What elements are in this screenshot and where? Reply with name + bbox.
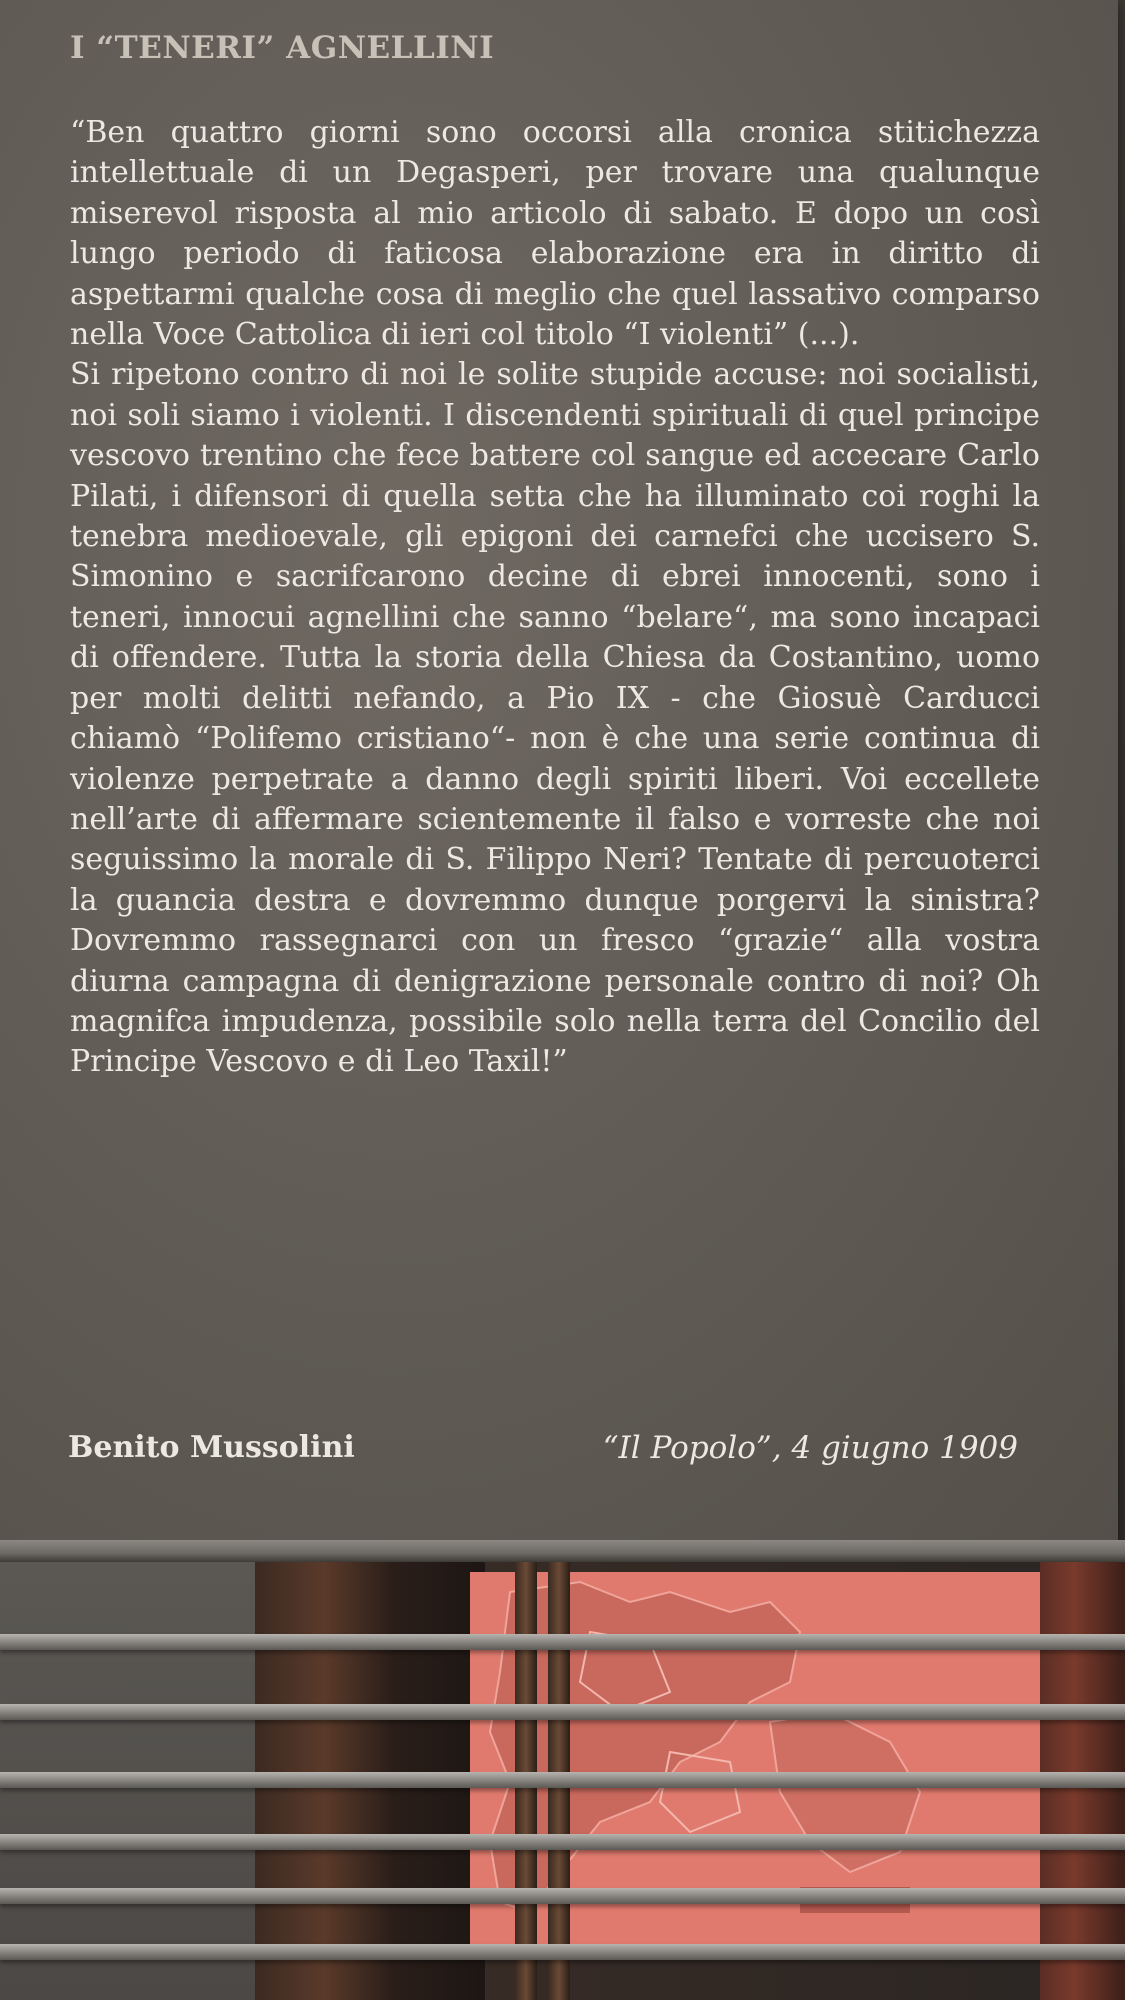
source-citation: “Il Popolo”, 4 giugno 1909 xyxy=(602,1430,1018,1466)
quote-paragraph-1: “Ben quattro giorni sono occorsi alla cronica stitichezza intellettuale di un Degasperi, per trovare una qualunque miserevol risposta al mio articolo di sabato. E dopo un così lungo periodo di faticosa elaborazione era in diritto di aspettarmi qualche cosa di meglio che quel lassativo comparso nella Voce Cattolica di ieri col titolo “I violenti” (...). xyxy=(70,115,1040,353)
railing-bar xyxy=(0,1834,1125,1850)
author-name: Benito Mussolini xyxy=(68,1430,355,1465)
display-case xyxy=(0,1562,1125,2000)
railing-bar xyxy=(0,1634,1125,1650)
quote-text xyxy=(70,113,1040,1083)
quote-paragraph-2: Si ripetono contro di noi le solite stupide accuse: noi socialisti, noi soli siamo i violenti. I discendenti spirituali di quel principe vescovo trentino che fece battere col sangue ed accecare Carlo Pilati, i difensori di quella setta che ha illuminato coi roghi la tenebra medioevale, gli epigoni dei carnefci che uccisero S. Simonino e sacrifcarono decine di ebrei innocenti, sono i teneri, innocui agnellini che sanno “belare“, ma sono incapaci di offendere. Tutta la storia della Chiesa da Costantino, uomo per molti delitti nefando, a Pio IX - che Giosuè Carducci chiamò “Polifemo cristiano“- non è che una serie continua di violenze perpetrate a danno degli spiriti liberi. Voi eccellete nell’arte di affermare scientemente il falso e vorreste che noi seguissimo la morale di S. Filippo Neri? Tentate di percuoterci la guancia destra e dovremmo dunque porgervi la sinistra? Dovremmo rassegnarci con un fresco “grazie“ alla vostra diurna campagna di denigrazione personale contro di noi? Oh magnifca impudenza, possibile solo nella terra del Concilio del Principe Vescovo e di Leo Taxil!” xyxy=(70,357,1040,1080)
panel-title: I “TENERI” AGNELLINI xyxy=(70,30,495,66)
railing-bar xyxy=(0,1888,1125,1904)
railing-bar xyxy=(0,1944,1125,1960)
railing-bar xyxy=(0,1772,1125,1788)
panel-bottom-edge xyxy=(0,1540,1125,1562)
railing-bar xyxy=(0,1704,1125,1720)
